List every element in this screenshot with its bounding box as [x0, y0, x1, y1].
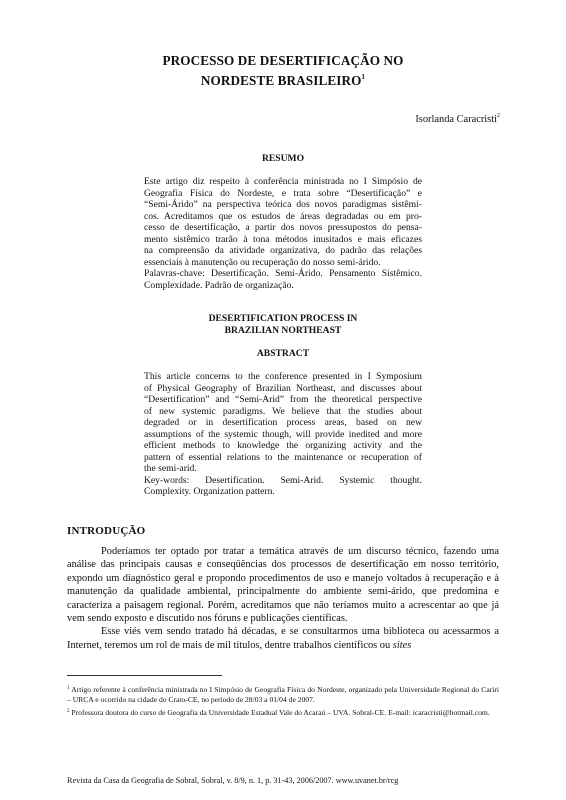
introducao-paragraph-2-text: Esse viés vem sendo tratado há décadas, e se consultarmos uma biblioteca ou acessarmos a Internet, teremos um rol de mais de mil títulos, dentre trabalhos científicos ou: [67, 626, 499, 651]
abstract-line: degraded or in desertification process areas, based on new: [144, 417, 422, 428]
author-name: [415, 113, 500, 125]
paper-title-line-2-text: NORDESTE BRASILEIRO: [200, 73, 362, 88]
introducao-body: [67, 545, 499, 652]
footnote-divider: [67, 675, 222, 676]
resumo-line: Este artigo diz respeito à conferência ministrada no I Simpósio de: [144, 176, 422, 187]
footnote-2-text: Professora doutora do curso de Geografia da Universidade Estadual Vale do Acaraú – UVA. Sobral-CE. E-mail: icaracristi@hotmail.com.: [69, 708, 490, 718]
footnote-1: [67, 684, 499, 704]
resumo-body: [144, 176, 422, 291]
resumo-line: mento sistêmico trarão à tona métodos inusitados e mais eficazes: [144, 233, 422, 245]
resumo-heading: RESUMO: [261, 153, 305, 164]
footnote-2: [67, 707, 499, 718]
footnotes: [67, 684, 499, 721]
abstract-line: efficient methods to knowledge the organizing activity and the: [144, 440, 422, 451]
abstract-line: of new systemic paradigms. We believe that the studies about: [144, 405, 422, 417]
abstract-heading: ABSTRACT: [256, 348, 310, 359]
resumo-line: essenciais à manutenção ou recuperação do nosso semi-árido.: [144, 256, 381, 268]
abstract-line: This article concerns to the conference presented in I Symposium: [144, 371, 422, 382]
paper-title: [0, 53, 566, 89]
english-title-line-2: BRAZILIAN NORTHEAST: [224, 325, 342, 336]
abstract-line: pattern of essential relations to the maintenance or recuperation of: [144, 451, 422, 463]
footnote-2-mark: 2: [67, 709, 70, 715]
resumo-line: cos. Acreditamos que os estudos de áreas degradadas ou em pro-: [144, 210, 422, 222]
resumo-keywords-line: Complexidade. Padrão de organização.: [144, 279, 294, 291]
introducao-paragraph-2-italic: sites: [392, 639, 412, 651]
footnote-1-mark: 1: [67, 686, 70, 691]
paper-title-line-1: PROCESSO DE DESERTIFICAÇÃO NO: [162, 53, 404, 68]
resumo-keywords-line: Palavras-chave: Desertificação. Semi-Árido. Pensamento Sistêmico.: [144, 268, 422, 279]
title-footnote-mark: 1: [361, 73, 366, 81]
journal-citation: Revista da Casa da Geografia de Sobral, Sobral, v. 8/9, n. 1, p. 31-43, 2006/2007. www.uvanet.br/rcg: [67, 776, 399, 785]
english-title: [0, 313, 566, 337]
abstract-line: the semi-arid.: [144, 463, 197, 474]
abstract-line: “Desertification” and “Semi-Arid” from the theoretical perspective: [144, 394, 422, 405]
resumo-line: cesso de desertificação, a partir dos novos pressupostos do pensa-: [144, 222, 422, 233]
introducao-heading: INTRODUÇÃO: [67, 525, 146, 537]
introducao-paragraph-2: [67, 625, 499, 652]
introducao-paragraph-1: Poderíamos ter optado por tratar a temática através de um discurso técnico, fazendo uma análise das principais causas e conseqüências dos processos de desertificação em nosso território, expondo um diagnóstico geral e propondo procedimentos de uso e manejo voltados à recuperação e à manutenção da qualidade ambiental, principalmente do ambiente semi-árido, que predomina e caracteriza a paisagem regional. Porém, acreditamos que não teríamos muito a acrescentar ao que já vem sendo exposto e discutido nos fóruns e publicações científicas.: [67, 546, 499, 625]
abstract-body: [144, 371, 422, 498]
resumo-line: na compreensão da atividade organizativa, do padrão das relações: [144, 245, 422, 256]
abstract-line: of Physical Geography of Brazilian Northeast, and discusses about: [144, 382, 422, 394]
abstract-keywords-line: Key-words: Desertification. Semi-Arid. Systemic thought.: [144, 474, 422, 486]
paper-title-line-2: [0, 69, 566, 89]
resumo-line: Geografia Física do Nordeste, e trata sobre “Desertificação” e: [144, 187, 422, 199]
footnote-1-text: Artigo referente à conferência ministrada no I Simpósio de Geografia Física do Nordeste, organizado pela Universidade Regional do Cariri – URCA e ocorrido na cidade do Crato-CE, no período de 28/03 a 01/04 de 2007.: [67, 685, 499, 704]
author-name-text: Isorlanda Caracristi: [415, 114, 497, 125]
abstract-line: assumptions of the systemic though, will provide inedited and more: [144, 428, 422, 440]
english-title-line-1: DESERTIFICATION PROCESS IN: [208, 313, 358, 324]
abstract-keywords-line: Complexity. Organization pattern.: [144, 486, 275, 497]
resumo-line: “Semi-Árido” na perspectiva teórica dos novos paradigmas sistêmi-: [144, 199, 422, 210]
author-footnote-mark: 2: [497, 113, 500, 119]
